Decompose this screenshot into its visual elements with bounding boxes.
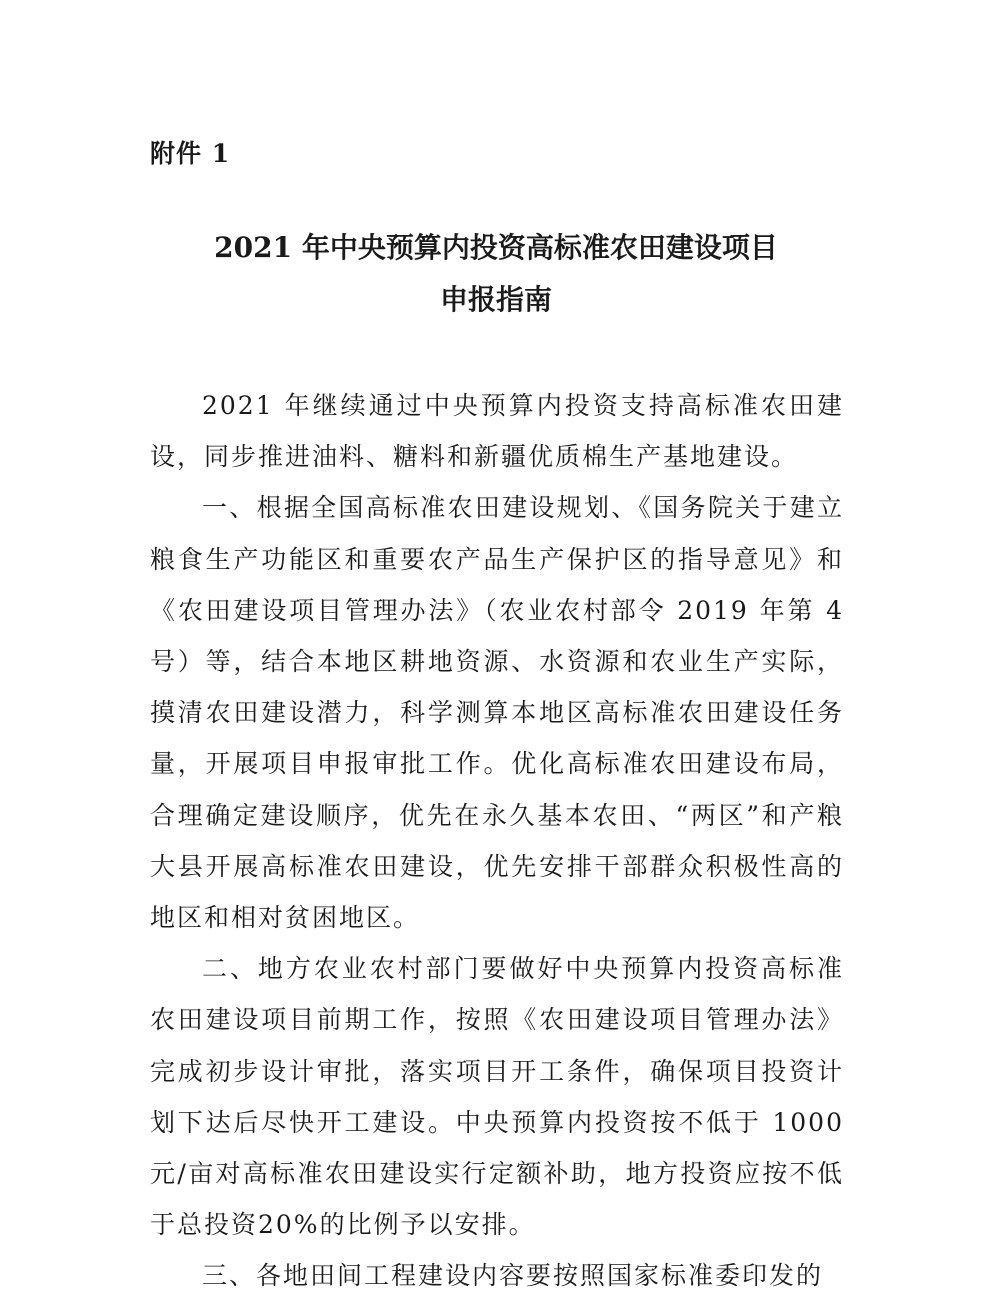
document-title-line-1: 2021 年中央预算内投资高标准农田建设项目 (214, 231, 778, 264)
document-title-line-2: 申报指南 (439, 283, 552, 316)
paragraph-intro: 2021 年继续通过中央预算内投资支持高标准农田建设，同步推进油料、糖料和新疆优质棉生产基地建设。 (150, 391, 844, 472)
document-body (150, 380, 844, 1302)
attachment-label: 附件 1 (150, 139, 231, 168)
paragraph-section-3: 三、各地田间工程建设内容要按照国家标准委印发的 (202, 1261, 824, 1291)
paragraph-section-1: 一、根据全国高标准农田建设规划、《国务院关于建立粮食生产功能区和重要农产品生产保护区的指导意见》和《农田建设项目管理办法》（农业农村部令 2019 年第 4 号）等，结合本地区耕地资源、水资源和农业生产实际，摸清农田建设潜力，科学测算本地区高标准农田建设任务量，开展项目申报审批工作。优化高标准农田建设布局，合理确定建设顺序，优先在永久基本农田、“两区”和产粮大县开展高标准农田建设，优先安排干部群众积极性高的地区和相对贫困地区。 (150, 493, 844, 933)
paragraph-section-2: 二、地方农业农村部门要做好中央预算内投资高标准农田建设项目前期工作，按照《农田建设项目管理办法》完成初步设计审批，落实项目开工条件，确保项目投资计划下达后尽快开工建设。中央预算内投资按不低于 1000 元/亩对高标准农田建设实行定额补助，地方投资应按不低于总投资20%的比例予以安排。 (150, 954, 844, 1240)
